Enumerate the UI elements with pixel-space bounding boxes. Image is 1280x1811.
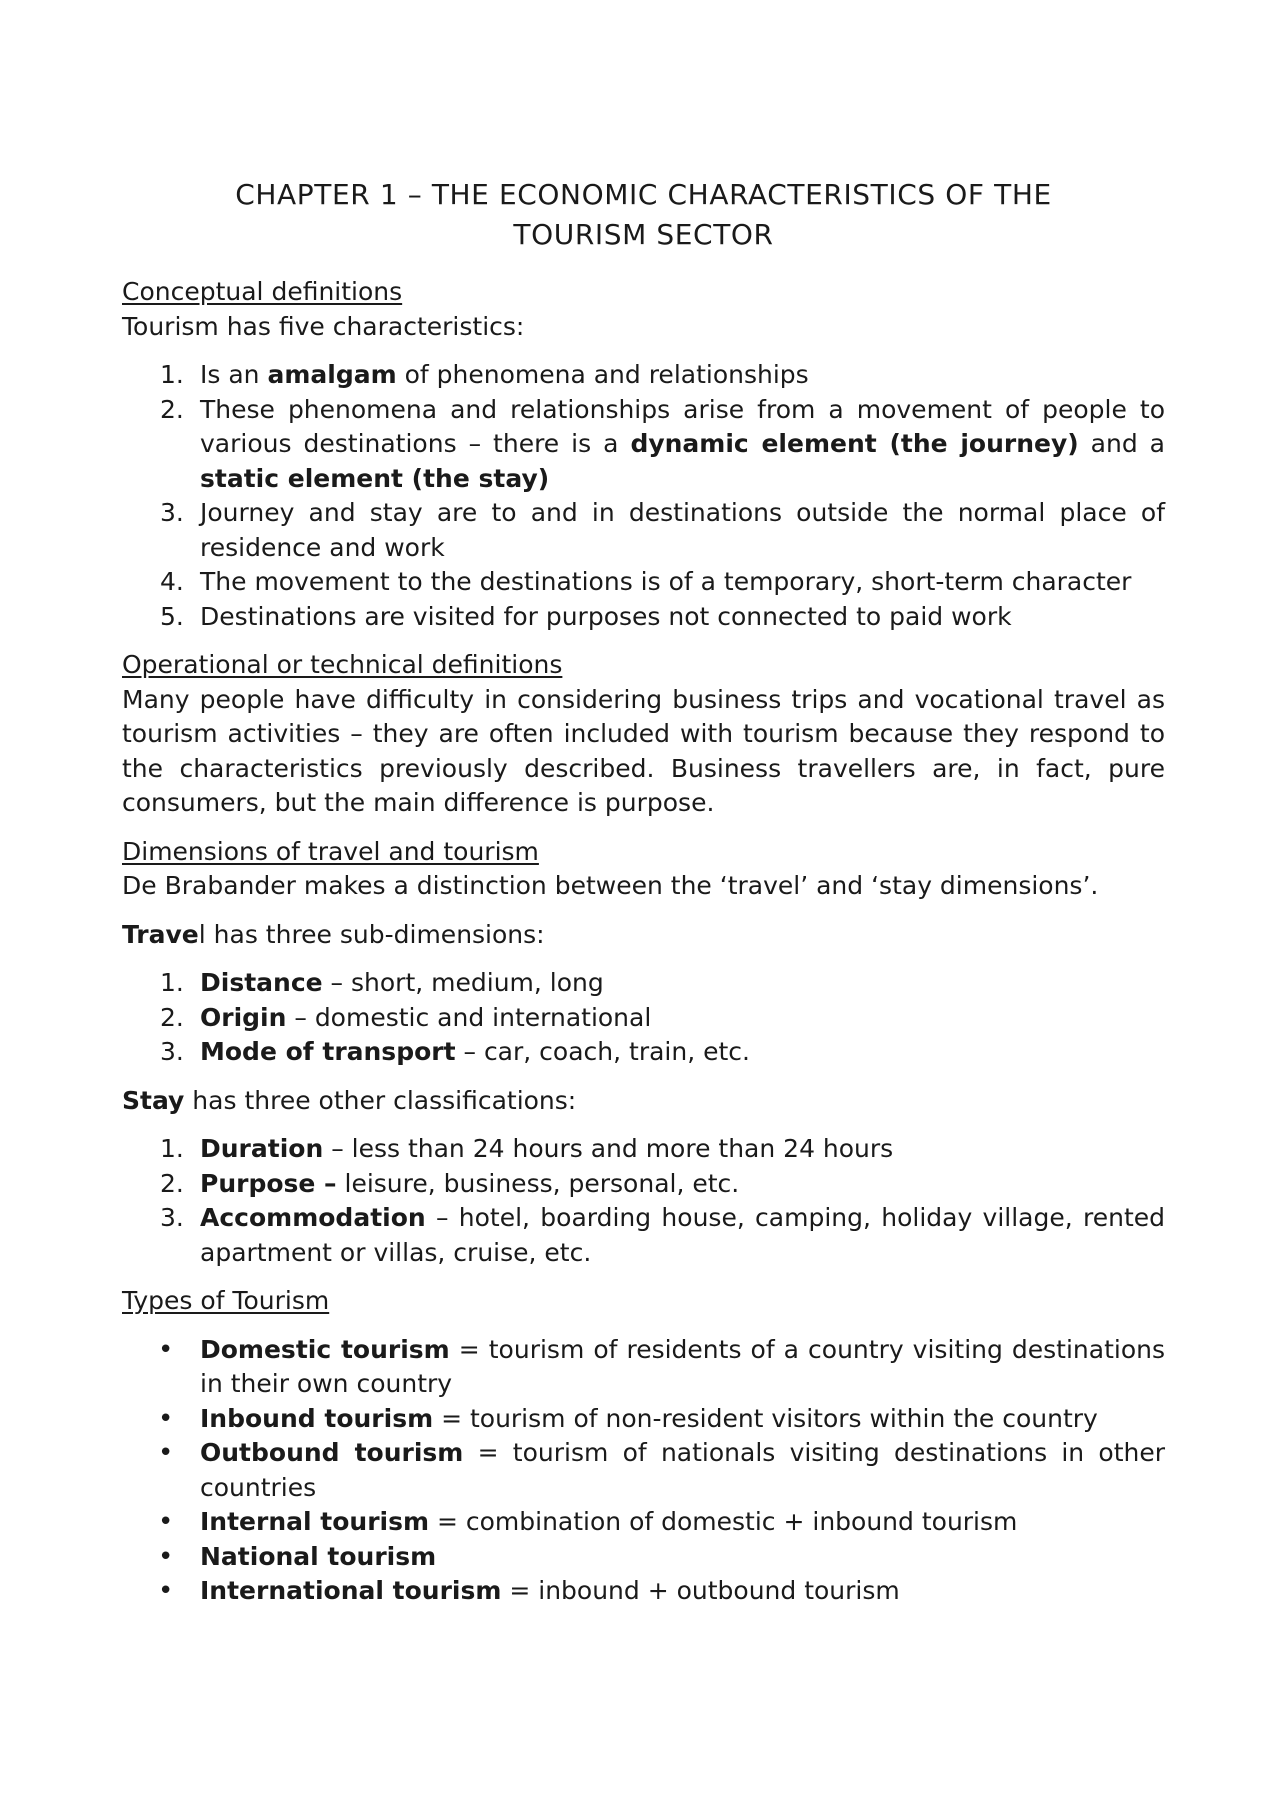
list-number: 5. xyxy=(160,601,184,631)
list-item: 2. Purpose – leisure, business, personal, etc. xyxy=(122,1167,1165,1202)
list-number: 3. xyxy=(160,498,184,527)
bullet-icon: • xyxy=(158,1438,174,1468)
list-item: 2. Origin – domestic and international xyxy=(122,1001,1165,1036)
travel-list xyxy=(122,966,1165,1070)
bullet-icon: • xyxy=(158,1403,174,1434)
conceptual-heading: Conceptual definitions xyxy=(122,277,403,306)
bullet-icon: • xyxy=(158,1334,174,1365)
page-title xyxy=(122,175,1165,255)
list-item: 1. Is an amalgam of phenomena and relationships xyxy=(122,358,1165,393)
list-number: 2. xyxy=(160,1168,184,1198)
list-item: • Inbound tourism = tourism of non-resident visitors within the country xyxy=(122,1402,1165,1437)
stay-intro: Stay has three other classifications: xyxy=(122,1085,577,1115)
list-number: 3. xyxy=(160,1037,184,1066)
bullet-icon: • xyxy=(158,1576,174,1606)
list-item: • Domestic tourism = tourism of residents of a country visiting destinations in their own country xyxy=(158,1334,1165,1398)
stay-list xyxy=(122,1132,1165,1270)
bullet-icon: • xyxy=(158,1541,174,1572)
list-number: 1. xyxy=(160,968,184,997)
list-item: 5. Destinations are visited for purposes not connected to paid work xyxy=(122,600,1165,635)
list-item: • International tourism = inbound + outbound tourism xyxy=(122,1574,1165,1609)
operational-section xyxy=(122,648,1165,821)
operational-body: Many people have difficulty in considering business trips and vocational travel as tourism activities – they are often included with tourism because they respond to the characteristics previously described. Business travellers are, in fact, pure consumers, but the main difference is purpose. xyxy=(122,684,1165,817)
types-section xyxy=(122,1284,1165,1609)
list-item: 3. Accommodation – hotel, boarding house, camping, holiday village, rented apartment or villas, cruise, etc. xyxy=(160,1203,1165,1267)
types-heading: Types of Tourism xyxy=(122,1286,330,1315)
dimensions-body: De Brabander makes a distinction between the ‘travel’ and ‘stay dimensions’. xyxy=(122,871,1099,900)
travel-intro: Travel has three sub-dimensions: xyxy=(122,919,545,949)
document-page xyxy=(122,175,1165,1609)
list-number: 1. xyxy=(160,1134,184,1163)
list-item: 3. Journey and stay are to and in destinations outside the normal place of residence and work xyxy=(160,498,1165,562)
dimensions-section xyxy=(122,835,1165,1271)
conceptual-section xyxy=(122,275,1165,634)
list-item: • National tourism xyxy=(122,1540,1165,1575)
list-number: 2. xyxy=(160,394,184,424)
characteristics-list xyxy=(122,358,1165,634)
list-item: 4. The movement to the destinations is of a temporary, short-term character xyxy=(122,565,1165,600)
list-item: 2. These phenomena and relationships arise from a movement of people to various destinations – there is a dynamic element (the journey) and a static element (the stay) xyxy=(160,394,1165,493)
list-item: 1. Distance – short, medium, long xyxy=(122,966,1165,1001)
list-number: 4. xyxy=(160,567,184,596)
list-number: 1. xyxy=(160,360,184,389)
list-item: 3. Mode of transport – car, coach, train, etc. xyxy=(122,1035,1165,1070)
list-number: 2. xyxy=(160,1002,184,1032)
operational-heading: Operational or technical definitions xyxy=(122,650,563,679)
list-item: • Internal tourism = combination of domestic + inbound tourism xyxy=(122,1505,1165,1540)
list-number: 3. xyxy=(160,1203,184,1232)
list-item: 1. Duration – less than 24 hours and more than 24 hours xyxy=(122,1132,1165,1167)
dimensions-heading: Dimensions of travel and tourism xyxy=(122,836,539,866)
list-item: • Outbound tourism = tourism of nationals visiting destinations in other countries xyxy=(158,1438,1166,1502)
title-line-2: TOURISM SECTOR xyxy=(513,218,774,251)
types-list xyxy=(122,1333,1165,1609)
title-line-1: CHAPTER 1 – THE ECONOMIC CHARACTERISTICS OF THE xyxy=(235,178,1052,211)
bullet-icon: • xyxy=(158,1507,174,1537)
conceptual-intro: Tourism has five characteristics: xyxy=(122,311,525,341)
